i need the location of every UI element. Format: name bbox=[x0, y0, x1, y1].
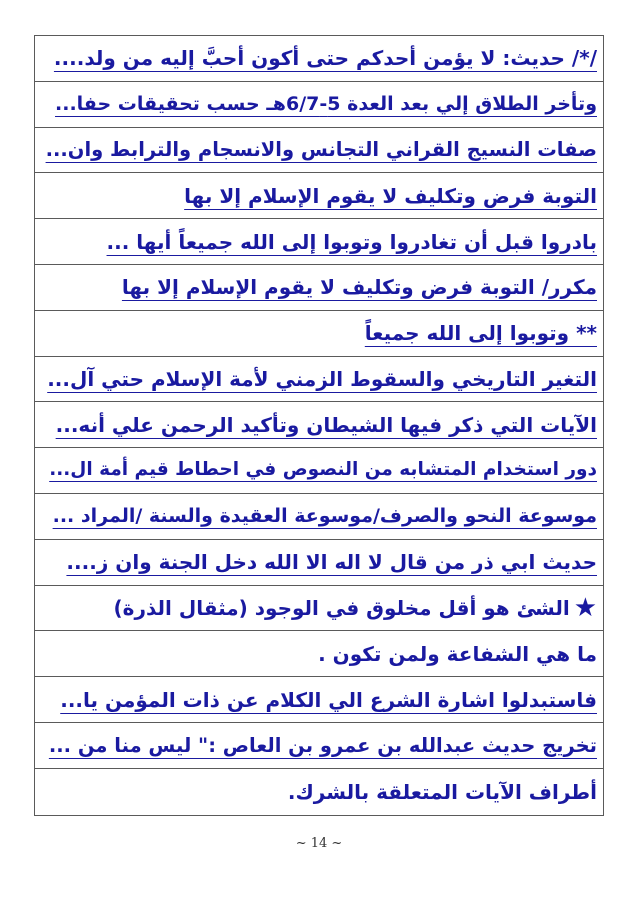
row-text: ** وتوبوا إلى الله جميعاً bbox=[364, 321, 597, 346]
table-row bbox=[35, 357, 603, 403]
table-row bbox=[35, 631, 603, 677]
row-text: ما هي الشفاعة ولمن تكون . bbox=[318, 641, 597, 666]
table-row bbox=[35, 448, 603, 494]
row-text: التوبة فرض وتكليف لا يقوم الإسلام إلا بها bbox=[184, 183, 597, 208]
table-row bbox=[35, 173, 603, 219]
page-number: ~ 14 ~ bbox=[295, 836, 343, 851]
table-row bbox=[35, 677, 603, 723]
star-icon: ★ bbox=[573, 592, 597, 623]
table-row bbox=[35, 82, 603, 128]
row-text: موسوعة النحو والصرف/موسوعة العقيدة والسنة /المراد ... bbox=[52, 504, 597, 527]
row-text: حديث ابي ذر من قال لا اله الا الله دخل الجنة وان ز.... bbox=[66, 550, 597, 575]
row-text: فاستبدلوا اشارة الشرع الي الكلام عن ذات المؤمن يا... bbox=[60, 687, 597, 712]
row-text: صفات النسيج القراني التجانس والانسجام والترابط وان... bbox=[45, 138, 597, 162]
row-text: /*/ حديث: لا يؤمن أحدكم حتى أكون أحبَّ إليه من ولد.... bbox=[53, 46, 597, 71]
index-table bbox=[34, 35, 604, 816]
row-text: دور استخدام المتشابه من النصوص في احطاط قيم أمة ال... bbox=[49, 459, 597, 481]
table-row bbox=[35, 494, 603, 540]
row-text: بادروا قبل أن تغادروا وتوبوا إلى الله جميعاً أيها ... bbox=[106, 229, 597, 254]
table-row bbox=[35, 311, 603, 357]
row-text: تخريج حديث عبدالله بن عمرو بن العاص :" ليس منا من ... bbox=[48, 733, 597, 757]
table-row bbox=[35, 723, 603, 769]
table-row bbox=[35, 36, 603, 82]
table-row bbox=[35, 586, 603, 632]
table-row bbox=[35, 402, 603, 448]
row-text: أطراف الآيات المتعلقة بالشرك. bbox=[287, 779, 597, 804]
table-row bbox=[35, 265, 603, 311]
row-text: وتأخر الطلاق إلي بعد العدة 5-6/7هـ حسب تحقيقات حفا... bbox=[55, 92, 597, 115]
table-row bbox=[35, 540, 603, 586]
table-row bbox=[35, 769, 603, 815]
row-text: التغير التاريخي والسقوط الزمني لأمة الإسلام حتي آل... bbox=[47, 366, 597, 391]
row-text: الآيات التي ذكر فيها الشيطان وتأكيد الرحمن علي أنه... bbox=[55, 412, 597, 437]
row-text: مكرر/ التوبة فرض وتكليف لا يقوم الإسلام إلا بها bbox=[121, 275, 597, 300]
table-row bbox=[35, 128, 603, 174]
table-row bbox=[35, 219, 603, 265]
row-text: الشئ هو أقل مخلوق في الوجود (مثقال الذرة) bbox=[113, 595, 570, 620]
